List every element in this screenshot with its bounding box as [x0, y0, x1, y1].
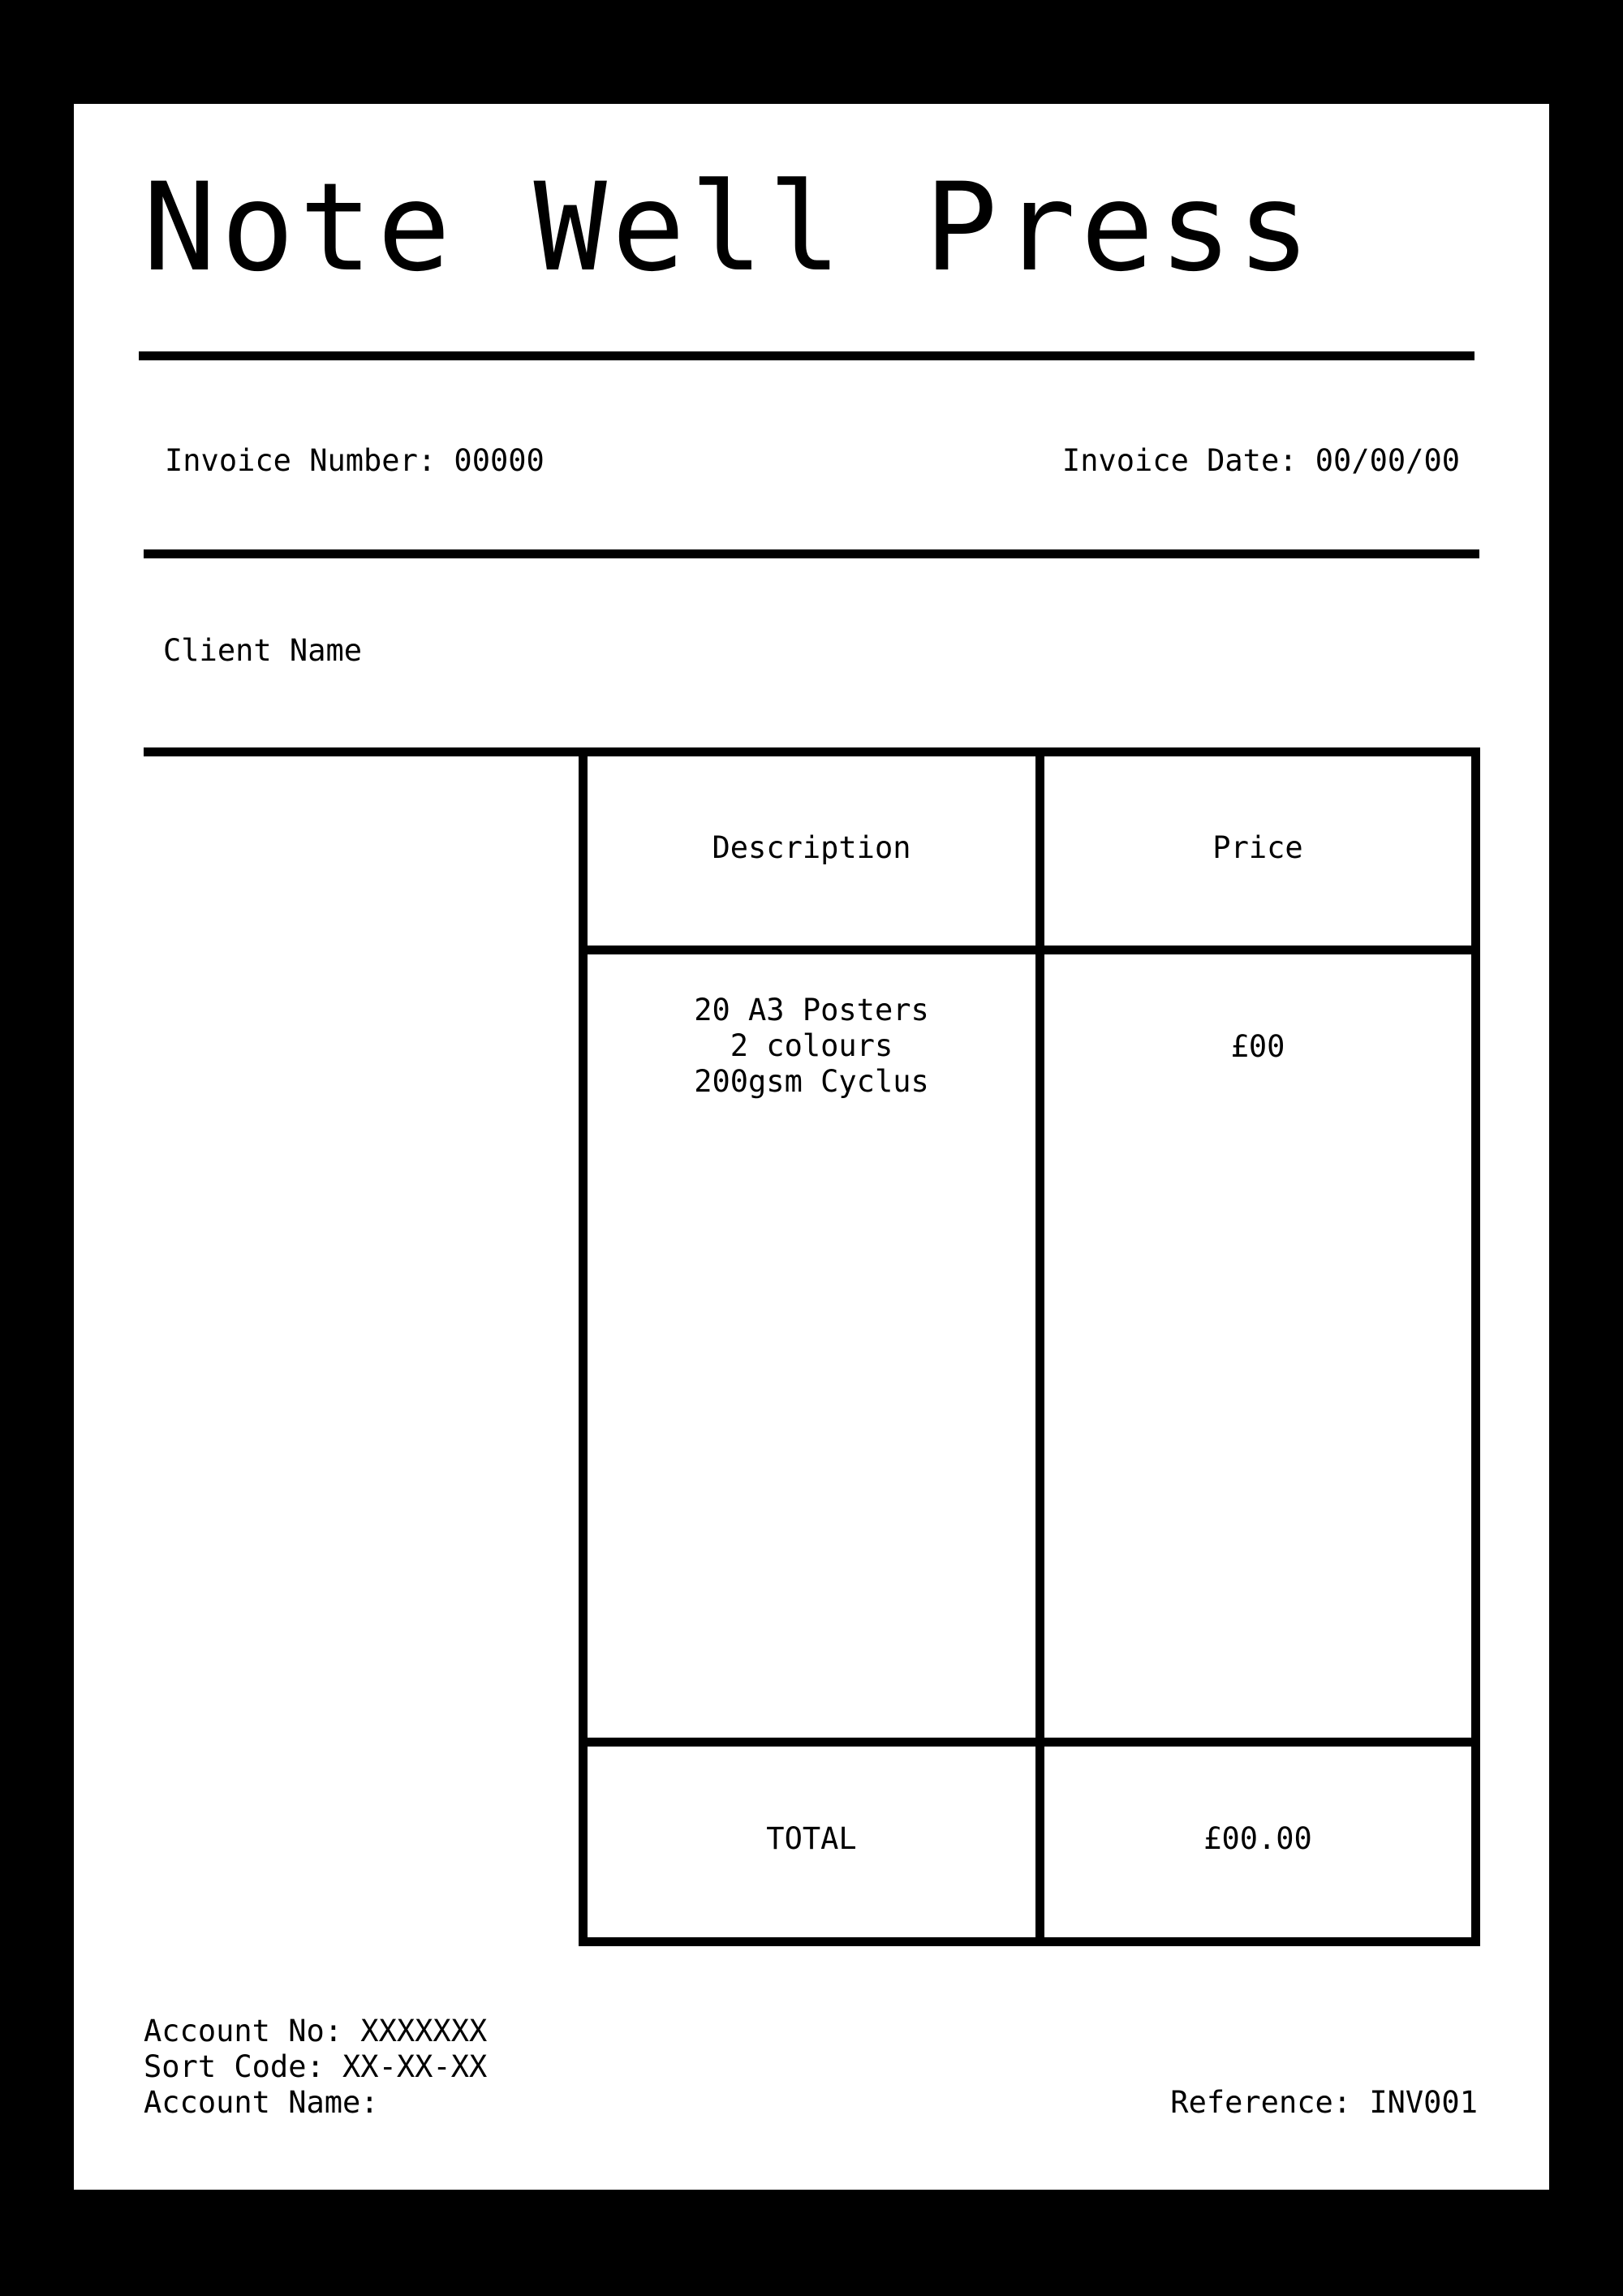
line-items-table — [74, 104, 1549, 2190]
reference: Reference: INV001 — [1170, 2085, 1478, 2120]
account-name: Account Name: — [144, 2085, 379, 2120]
item-price: £00 — [1230, 1029, 1285, 1064]
header-price: Price — [1212, 830, 1303, 865]
invoice-date: Invoice Date: 00/00/00 — [1061, 443, 1460, 478]
client-name: Client Name — [163, 633, 363, 668]
company-name: Note Well Press — [143, 157, 1315, 299]
header-description: Description — [712, 830, 911, 865]
invoice-page — [74, 104, 1549, 2190]
bank-details — [144, 2014, 487, 2121]
table-border — [583, 752, 1476, 1942]
account-number: Account No: XXXXXXX — [144, 2014, 488, 2048]
invoice-number: Invoice Number: 00000 — [165, 443, 545, 478]
total-label: TOTAL — [766, 1821, 857, 1856]
sort-code: Sort Code: XX-XX-XX — [144, 2049, 488, 2084]
item-description: 20 A3 Posters 2 colours 200gsm Cyclus — [694, 993, 929, 1099]
total-value: £00.00 — [1203, 1821, 1312, 1856]
